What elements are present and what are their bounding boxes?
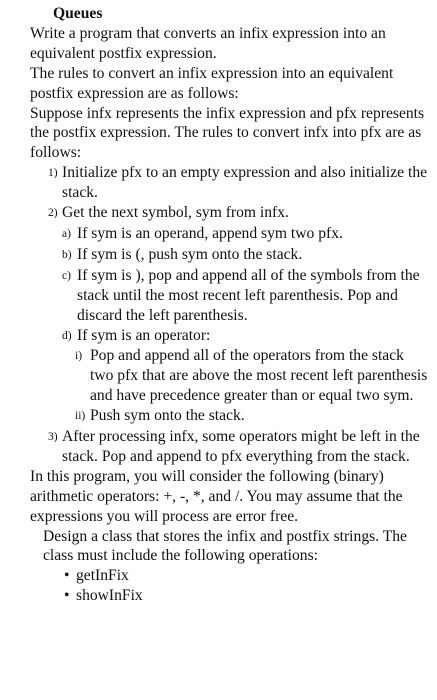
intro-paragraph-2: The rules to convert an infix expression into an equivalent postfix expression are as follows:: [30, 64, 394, 102]
rule-marker: d): [62, 329, 72, 342]
rule-2a: [62, 224, 430, 245]
rule-2: [48, 203, 430, 224]
operation-name: getInFix: [76, 567, 129, 585]
rule-1: [48, 163, 430, 203]
operation-name: showInFix: [76, 587, 143, 605]
rule-2d: [62, 326, 430, 347]
rule-text: Pop and append all of the operators from the stack two pfx that are above the most recent left parenthesis and have precedence greater than or equal two sym.: [90, 347, 428, 405]
rule-2c: [62, 266, 430, 326]
design-paragraph: Design a class that stores the infix and postfix strings. The class must include the following operations:: [43, 527, 407, 565]
document-body: [30, 4, 430, 606]
rule-marker: 3): [48, 431, 58, 444]
rule-marker: 2): [48, 207, 58, 220]
operations-list: [64, 566, 430, 606]
rule-2d-ii: [75, 406, 430, 427]
rule-2b: [62, 245, 430, 266]
intro-paragraph-3: Suppose infx represents the infix expression and pfx represents the postfix expression. The rules to convert infx into pfx are as follows:: [30, 104, 425, 162]
rule-marker: ii): [75, 410, 86, 423]
section-heading: Queues: [53, 5, 103, 22]
rule-text: Push sym onto the stack.: [90, 407, 245, 425]
bullet-icon: •: [64, 567, 70, 585]
bullet-icon: •: [64, 587, 70, 605]
rule-marker: a): [62, 227, 71, 240]
rule-text: If sym is (, push sym onto the stack.: [77, 245, 303, 263]
rule-marker: c): [62, 269, 71, 282]
intro-paragraph-1: Write a program that converts an infix expression into an equivalent postfix expression.: [30, 24, 386, 62]
closing-paragraph: In this program, you will consider the following (binary) arithmetic operators: +, -, *, and /. You may assume that the expressions you will process are error free.: [30, 467, 403, 525]
list-item: [64, 586, 430, 606]
rule-marker: i): [75, 350, 83, 363]
rule-marker: b): [62, 248, 72, 261]
rule-text: If sym is an operand, append sym two pfx.: [77, 224, 343, 242]
rule-3: [48, 427, 430, 467]
rule-text: After processing infx, some operators might be left in the stack. Pop and append to pfx everything from the stack.: [62, 428, 420, 465]
rule-text: If sym is ), pop and append all of the symbols from the stack until the most recent left parenthesis. Pop and discard the left parenthesis.: [77, 266, 420, 324]
rule-2d-i: [75, 346, 430, 406]
rule-text: Get the next symbol, sym from infx.: [62, 204, 289, 222]
rule-text: If sym is an operator:: [77, 326, 211, 344]
rule-text: Initialize pfx to an empty expression and also initialize the stack.: [62, 164, 428, 202]
rule-marker: 1): [48, 167, 58, 180]
list-item: [64, 566, 430, 586]
